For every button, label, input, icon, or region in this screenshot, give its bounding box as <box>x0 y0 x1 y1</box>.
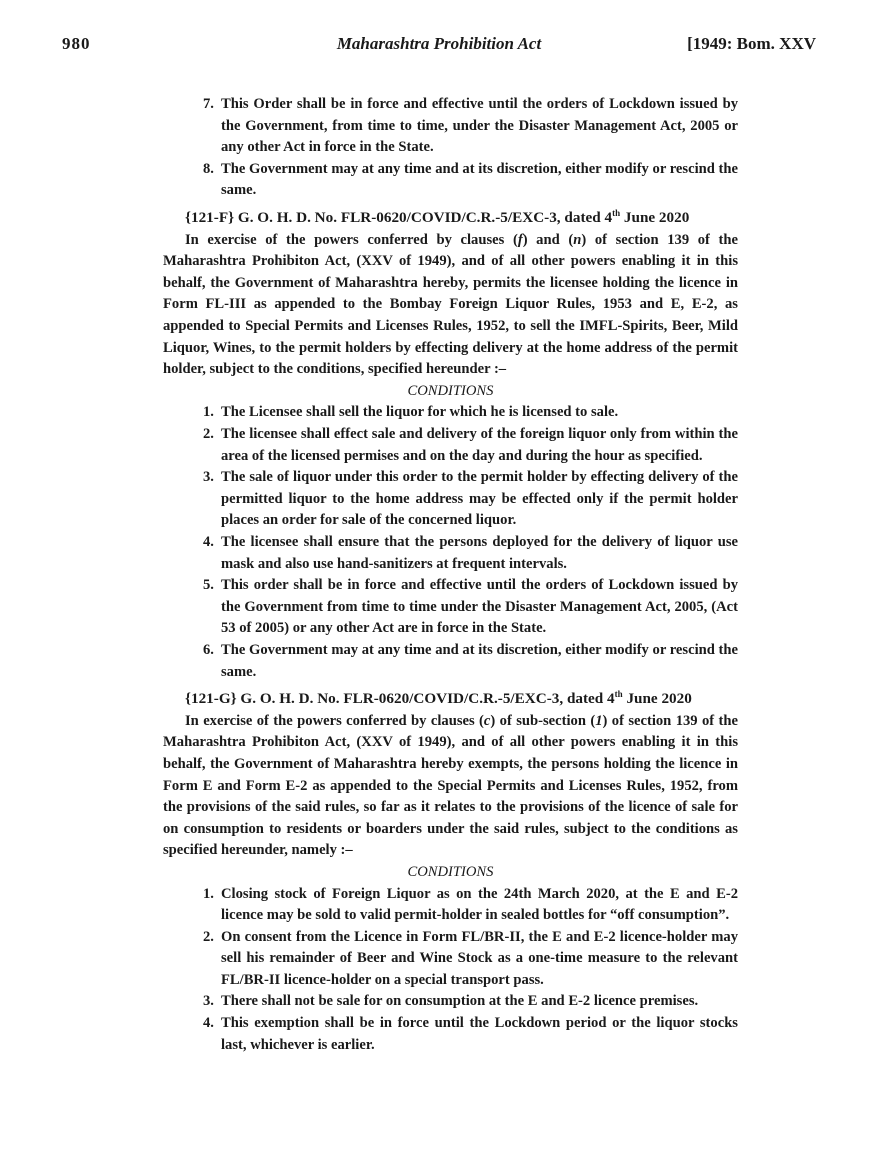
list-item: 1. Closing stock of Foreign Liquor as on the 24th March 2020, at the E and E-2 licence may be sold to valid permit-holder in sealed bottles for “off consumption”. <box>203 885 738 924</box>
list-item: 7. This Order shall be in force and effective until the orders of Lockdown issued by the Government, from time to time, under the Disaster Management Act, 2005 or any other Act in force in the State. <box>203 96 738 156</box>
order-121f-heading: {121-F} G. O. H. D. No. FLR-0620/COVID/C.R.-5/EXC-3, dated 4th June 2020 <box>185 207 690 227</box>
conditions-heading: CONDITIONS <box>407 863 494 880</box>
order-121f-paragraph: In exercise of the powers conferred by clauses (f) and (n) of section 139 of the Maharashtra Prohibiton Act, (XXV of 1949), and of all other powers enabling it in this behalf, the Government of Maharashtra hereby, permits the licensee holding the licence in Form FL-III as appended to the Bombay Foreign Liquor Rules, 1953 and E, E-2, as appended to Special Permits and Licenses Rules, 1952, to sell the IMFL-Spirits, Beer, Mild Liquor, Wines, to the permit holders by effecting delivery at the home address of the permit holder, subject to the conditions, specified hereunder :– <box>163 231 739 378</box>
page-header <box>62 34 816 60</box>
list-item: 2. On consent from the Licence in Form FL/BR-II, the E and E-2 licence-holder may sell his remainder of Beer and Wine Stock as a one-time measure to the relevant FL/BR-II licence-holder on a special transport pass. <box>203 928 738 988</box>
list-item: 3. The sale of liquor under this order to the permit holder by effecting delivery of the permitted liquor to the home address may be effected only if the permit holder places an order for sale of the concerned liquor. <box>203 469 738 529</box>
list-item: 5. This order shall be in force and effective until the orders of Lockdown issued by the Government from time to time under the Disaster Management Act, 2005, (Act 53 of 2005) or any other Act are in force in the State. <box>203 577 738 637</box>
list-item: 3. There shall not be sale for on consumption at the E and E-2 licence premises. <box>203 993 699 1010</box>
list-item: 4. This exemption shall be in force until the Lockdown period or the liquor stocks last, whichever is earlier. <box>203 1015 738 1053</box>
act-reference: [1949: Bom. XXV <box>687 34 816 53</box>
order-121g-paragraph: In exercise of the powers conferred by clauses (c) of sub-section (1) of section 139 of the Maharashtra Prohibiton Act, (XXV of 1949), and of all other powers enabling it in this behalf, the Government of Maharashtra hereby exempts, the persons holding the licence in Form E and Form E-2 as appended to the Special Permits and Licenses Rules, 1952, from the provisions of the said rules, so far as it relates to the provisions of the licence of sale for on consumption to residents or boarders under the said rules, subject to the conditions as specified hereunder, namely :– <box>163 712 738 859</box>
order-121f-conditions <box>163 402 738 683</box>
list-item: 4. The licensee shall ensure that the persons deployed for the delivery of liquor use mask and also use hand-sanitizers at frequent intervals. <box>203 533 738 572</box>
order-121g-heading: {121-G} G. O. H. D. No. FLR-0620/COVID/C.R.-5/EXC-3, dated 4th June 2020 <box>185 689 692 708</box>
page-number: 980 <box>62 34 91 53</box>
conditions-heading: CONDITIONS <box>407 382 494 399</box>
order-121g-conditions <box>163 884 738 1057</box>
list-item: 2. The licensee shall effect sale and delivery of the foreign liquor only from within the area of the licensed permises and on the day and during the hour as specified. <box>203 425 738 464</box>
page-body <box>163 94 738 1056</box>
list-item: 1. The Licensee shall sell the liquor for which he is licensed to sale. <box>203 404 619 421</box>
continued-list <box>163 94 738 202</box>
list-item: 6. The Government may at any time and at its discretion, either modify or rescind the same. <box>203 641 738 680</box>
list-item: 8. The Government may at any time and at its discretion, either modify or rescind the same. <box>203 160 738 199</box>
running-title: Maharashtra Prohibition Act <box>336 34 542 53</box>
